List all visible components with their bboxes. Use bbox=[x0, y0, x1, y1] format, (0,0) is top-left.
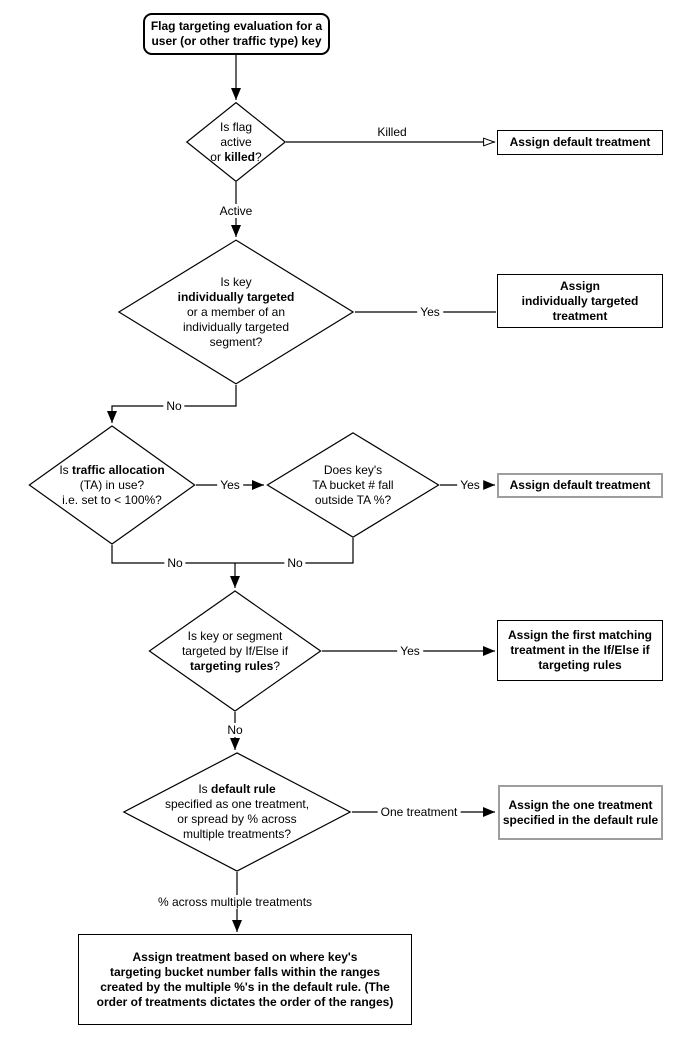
text-segment-bold: default rule bbox=[210, 782, 276, 796]
text-line: created by the multiple %'s in the default rule. (The bbox=[100, 979, 390, 994]
text-line: individually targeted bbox=[521, 293, 639, 308]
decision-targeting-rules-text bbox=[182, 629, 288, 674]
text-line: Is key bbox=[220, 274, 252, 289]
edge-label-yes-rules: Yes bbox=[397, 644, 423, 658]
box-label: Assign default treatment bbox=[509, 135, 651, 149]
edge-label-one-treatment: One treatment bbox=[378, 805, 461, 819]
text-line: Assign the first matching bbox=[507, 628, 653, 642]
box-label bbox=[522, 279, 639, 324]
edge-label-yes-individual: Yes bbox=[417, 305, 443, 319]
text-line bbox=[165, 782, 309, 797]
text-line: Assign bbox=[559, 278, 600, 293]
text-line-bold: individually targeted bbox=[177, 289, 295, 304]
decision-ta-bucket bbox=[266, 432, 440, 538]
text-line: order of treatments dictates the order of the ranges) bbox=[96, 994, 394, 1009]
start-node-text bbox=[151, 19, 322, 49]
box-assign-default-ta bbox=[497, 473, 663, 498]
box-label bbox=[503, 798, 658, 828]
text-line: specified as one treatment, bbox=[164, 797, 310, 811]
text-line: Does key's bbox=[323, 462, 383, 477]
text-line: targeting rules bbox=[538, 658, 622, 672]
text-segment: Is bbox=[198, 782, 211, 796]
edge-label-multiple-treatments: % across multiple treatments bbox=[155, 895, 315, 909]
box-assign-one-treatment bbox=[498, 785, 663, 840]
edge-label-no-ta: No bbox=[164, 556, 185, 570]
box-assign-individual bbox=[497, 274, 663, 328]
decision-traffic-allocation bbox=[28, 425, 196, 545]
text-segment: ? bbox=[273, 658, 281, 673]
edge-label-no-rules: No bbox=[224, 723, 245, 737]
text-segment: Is bbox=[59, 462, 72, 477]
decision-ta-bucket-text bbox=[312, 463, 393, 508]
text-line: individually targeted bbox=[182, 319, 290, 334]
box-label: Assign default treatment bbox=[509, 478, 651, 492]
text-line: TA bucket # fall bbox=[312, 477, 394, 492]
box-label bbox=[508, 628, 652, 673]
text-line: Is flag bbox=[219, 119, 252, 134]
text-line bbox=[210, 150, 261, 165]
decision-flag-active bbox=[186, 102, 286, 182]
text-line: multiple treatments? bbox=[182, 827, 292, 841]
edge-label-yes-ta: Yes bbox=[217, 478, 243, 492]
edge-label-no-bucket: No bbox=[284, 556, 305, 570]
text-line: i.e. set to < 100%? bbox=[62, 492, 162, 507]
edge-label-active: Active bbox=[217, 204, 256, 218]
text-line: user (or other traffic type) key bbox=[151, 34, 322, 48]
text-line: Assign treatment based on where key's bbox=[132, 949, 358, 964]
text-line: or a member of an bbox=[186, 304, 286, 319]
text-segment: ? bbox=[255, 149, 262, 164]
text-line: treatment bbox=[552, 308, 608, 323]
text-line: targeted by If/Else if bbox=[181, 643, 289, 658]
edge-label-yes-bucket: Yes bbox=[457, 478, 483, 492]
decision-traffic-allocation-text bbox=[59, 463, 164, 508]
text-line: Flag targeting evaluation for a bbox=[150, 19, 323, 33]
edge-label-killed: Killed bbox=[374, 125, 409, 139]
text-line: outside TA %? bbox=[314, 492, 392, 507]
text-line: segment? bbox=[209, 334, 263, 349]
decision-flag-active-text bbox=[210, 120, 261, 165]
text-segment-bold: traffic allocation bbox=[71, 462, 165, 477]
text-line: (TA) in use? bbox=[79, 477, 145, 492]
edge-label-no-individual: No bbox=[163, 399, 184, 413]
text-segment-bold: targeting rules bbox=[189, 658, 274, 673]
start-node bbox=[143, 13, 330, 55]
text-line bbox=[59, 463, 164, 478]
text-line: Assign the one treatment bbox=[508, 797, 653, 812]
box-assign-default-killed bbox=[497, 130, 663, 155]
text-segment-bold: killed bbox=[224, 149, 255, 164]
box-assign-first-matching bbox=[497, 620, 663, 681]
decision-targeting-rules bbox=[148, 590, 322, 712]
text-line: or spread by % across bbox=[177, 812, 297, 826]
text-line: treatment in the If/Else if bbox=[510, 643, 650, 657]
text-line: active bbox=[220, 134, 252, 149]
text-line: targeting bucket number falls within the ranges bbox=[109, 964, 381, 979]
decision-default-rule bbox=[122, 752, 352, 872]
decision-individually-targeted-text bbox=[178, 275, 295, 350]
box-assign-multiple-treatments bbox=[78, 934, 412, 1025]
text-line: Is key or segment bbox=[187, 628, 283, 643]
decision-default-rule-text bbox=[165, 782, 309, 842]
decision-individually-targeted bbox=[117, 239, 355, 385]
text-line: specified in the default rule bbox=[502, 812, 659, 827]
text-line bbox=[182, 659, 288, 674]
box-label bbox=[97, 950, 394, 1010]
text-segment: or bbox=[210, 149, 225, 164]
